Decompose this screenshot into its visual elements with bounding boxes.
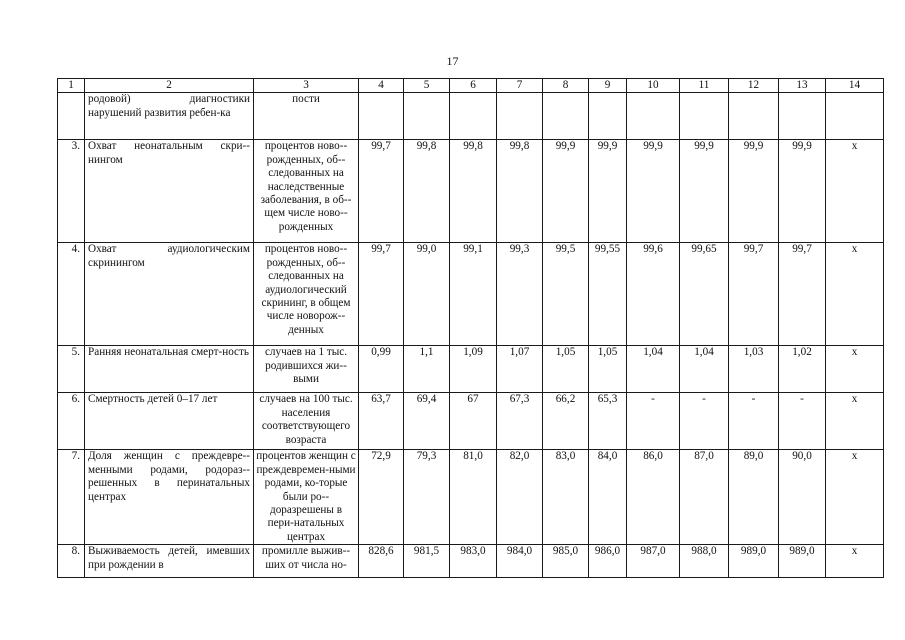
value-cell: 63,7	[359, 393, 404, 450]
value-cell	[404, 93, 450, 140]
column-number-cell: 3	[254, 79, 359, 93]
indicator-name-cell: Охват аудиологическим скринингом	[85, 243, 254, 346]
indicator-name-cell: Охват неонатальным скри-нингом	[85, 140, 254, 243]
column-number-cell: 2	[85, 79, 254, 93]
value-cell: -	[729, 393, 779, 450]
value-cell: 65,3	[589, 393, 627, 450]
unit-cell: процентов женщин с преждевремен-ными родами, ко-торые были ро-доразрешены в пери-натальных центрах	[254, 450, 359, 545]
value-cell: 99,3	[497, 243, 543, 346]
column-number-cell: 12	[729, 79, 779, 93]
value-cell: 99,7	[729, 243, 779, 346]
indicator-name-cell: Ранняя неонатальная смерт-ность	[85, 346, 254, 393]
value-cell: 99,8	[404, 140, 450, 243]
value-cell: 87,0	[680, 450, 729, 545]
value-cell	[680, 93, 729, 140]
column-number-cell: 13	[779, 79, 826, 93]
indicator-name-cell: Смертность детей 0–17 лет	[85, 393, 254, 450]
value-cell	[627, 93, 680, 140]
column-number-cell: 4	[359, 79, 404, 93]
value-cell: 99,9	[627, 140, 680, 243]
value-cell: 988,0	[680, 545, 729, 578]
value-cell: 99,9	[543, 140, 589, 243]
value-cell: 989,0	[729, 545, 779, 578]
column-number-cell: 6	[450, 79, 497, 93]
value-cell: 1,04	[680, 346, 729, 393]
column-number-cell: 1	[58, 79, 85, 93]
value-cell	[497, 93, 543, 140]
table-row	[58, 393, 884, 450]
column-number-cell: 14	[826, 79, 884, 93]
indicator-name-cell: Доля женщин с преждевре-менными родами, родораз-решенных в перинатальных центрах	[85, 450, 254, 545]
value-cell	[359, 93, 404, 140]
row-number-cell: 6.	[58, 393, 85, 450]
table-row	[58, 545, 884, 578]
value-cell: 99,5	[543, 243, 589, 346]
value-cell: 1,1	[404, 346, 450, 393]
value-cell: 989,0	[779, 545, 826, 578]
column-14-cell	[826, 93, 884, 140]
column-number-cell: 8	[543, 79, 589, 93]
value-cell: 72,9	[359, 450, 404, 545]
column-number-cell: 11	[680, 79, 729, 93]
value-cell: 986,0	[589, 545, 627, 578]
value-cell: 985,0	[543, 545, 589, 578]
value-cell: 89,0	[729, 450, 779, 545]
value-cell: 99,8	[497, 140, 543, 243]
value-cell: 981,5	[404, 545, 450, 578]
column-number-cell: 7	[497, 79, 543, 93]
column-number-row	[58, 79, 884, 93]
row-number-cell	[58, 93, 85, 140]
value-cell: 1,03	[729, 346, 779, 393]
value-cell: 99,7	[359, 243, 404, 346]
row-number-cell: 3.	[58, 140, 85, 243]
value-cell: 99,7	[359, 140, 404, 243]
value-cell: 1,09	[450, 346, 497, 393]
value-cell: 1,02	[779, 346, 826, 393]
value-cell: 99,9	[729, 140, 779, 243]
value-cell: 99,55	[589, 243, 627, 346]
value-cell: 86,0	[627, 450, 680, 545]
indicators-table	[57, 78, 884, 578]
value-cell: 99,0	[404, 243, 450, 346]
value-cell: 983,0	[450, 545, 497, 578]
page-number: 17	[446, 54, 459, 68]
value-cell: 69,4	[404, 393, 450, 450]
column-14-cell: x	[826, 545, 884, 578]
value-cell: 1,07	[497, 346, 543, 393]
unit-cell: случаев на 1 тыс. родившихся жи-выми	[254, 346, 359, 393]
value-cell: -	[627, 393, 680, 450]
column-number-cell: 10	[627, 79, 680, 93]
value-cell: 99,65	[680, 243, 729, 346]
indicator-name-cell: Выживаемость детей, имевших при рождении в	[85, 545, 254, 578]
value-cell: 99,9	[680, 140, 729, 243]
value-cell: 82,0	[497, 450, 543, 545]
value-cell: 99,6	[627, 243, 680, 346]
value-cell	[589, 93, 627, 140]
column-14-cell: x	[826, 140, 884, 243]
table-row	[58, 140, 884, 243]
value-cell: -	[779, 393, 826, 450]
row-number-cell: 4.	[58, 243, 85, 346]
value-cell: 99,7	[779, 243, 826, 346]
value-cell: 1,05	[589, 346, 627, 393]
unit-cell: пости	[254, 93, 359, 140]
unit-cell: процентов ново-рожденных, об-следованных на наследственные заболевания, в об-щем числе ново-рожденных	[254, 140, 359, 243]
unit-cell: случаев на 100 тыс. населения соответствующего возраста	[254, 393, 359, 450]
value-cell: 0,99	[359, 346, 404, 393]
value-cell: 81,0	[450, 450, 497, 545]
table-row	[58, 243, 884, 346]
value-cell: 67	[450, 393, 497, 450]
table-body	[58, 79, 884, 578]
column-14-cell: x	[826, 346, 884, 393]
value-cell: 99,9	[589, 140, 627, 243]
value-cell: 1,04	[627, 346, 680, 393]
value-cell: 828,6	[359, 545, 404, 578]
row-number-cell: 8.	[58, 545, 85, 578]
table-row	[58, 450, 884, 545]
column-14-cell: x	[826, 450, 884, 545]
row-number-cell: 7.	[58, 450, 85, 545]
unit-cell: промилле выжив-ших от числа но-	[254, 545, 359, 578]
column-14-cell: x	[826, 393, 884, 450]
value-cell: 67,3	[497, 393, 543, 450]
value-cell: 79,3	[404, 450, 450, 545]
value-cell: 1,05	[543, 346, 589, 393]
value-cell	[450, 93, 497, 140]
value-cell: 984,0	[497, 545, 543, 578]
table-row	[58, 346, 884, 393]
value-cell: 84,0	[589, 450, 627, 545]
row-number-cell: 5.	[58, 346, 85, 393]
column-number-cell: 9	[589, 79, 627, 93]
value-cell: 66,2	[543, 393, 589, 450]
value-cell: -	[680, 393, 729, 450]
column-14-cell: x	[826, 243, 884, 346]
indicator-name-cell: родовой) диагностики нарушений развития ребен-ка	[85, 93, 254, 140]
value-cell: 99,1	[450, 243, 497, 346]
unit-cell: процентов ново-рожденных, об-следованных на аудиологический скрининг, в общем числе новорож-денных	[254, 243, 359, 346]
value-cell: 83,0	[543, 450, 589, 545]
value-cell: 99,9	[779, 140, 826, 243]
value-cell	[779, 93, 826, 140]
table-row	[58, 93, 884, 140]
value-cell: 987,0	[627, 545, 680, 578]
value-cell	[543, 93, 589, 140]
value-cell: 99,8	[450, 140, 497, 243]
value-cell: 90,0	[779, 450, 826, 545]
value-cell	[729, 93, 779, 140]
column-number-cell: 5	[404, 79, 450, 93]
